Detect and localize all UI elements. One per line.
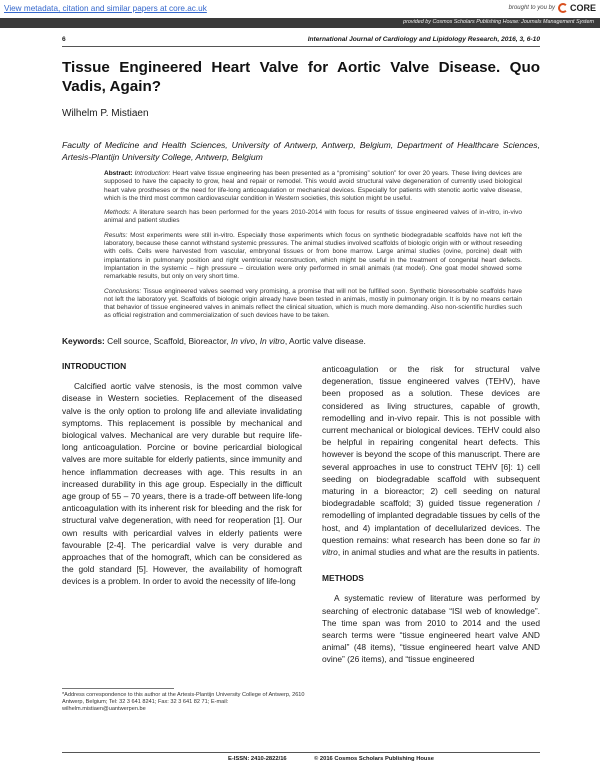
keywords-label: Keywords: [62,336,105,346]
core-logo [558,3,596,13]
provided-by-text: provided by Cosmos Scholars Publishing House: Journals Management System [403,19,594,25]
introduction-continued-text: anticoagulation or the risk for structural valve degeneration, tissue engineered valves (TEHV), have been proposed as a solution. These devices are considered as living structures, capable of growth, remodelling and in-vivo repair. This is not possible with current mechanical or biological devices. TEHV could also be helpful in repairing congenital heart defects. This however is beyond the scope of this manuscript. There are several approaches in use to construct TEHV [6]: 1) cell seeding on biodegradable scaffold with subsequent maturing in a bioreactor; 2) cell seeding on natural biodegradable scaffold; 3) guided tissue regeneration / remodelling of implanted degradable tissues by cells of the host, and 4) implantation of decellularized devices. The question remains: what research has been done so far [322,364,540,545]
abstract-introduction [104,170,522,203]
introduction-continued-end: , in animal studies and what are the results in patients. [337,547,540,558]
copyright-label: © 2016 Cosmos Scholars Publishing House [314,756,434,762]
abstract-methods-text: A literature search has been performed for the years 2010-2014 with focus for results of tissue engineered valves of in-vitro, in-vivo animal and patient studies [104,209,523,225]
abstract-results [104,232,522,282]
keywords-sep: , [255,336,260,346]
body-column-left [62,360,302,588]
footer-divider [62,752,540,753]
author-name: Wilhelm P. Mistiaen [62,108,149,119]
core-metadata-link[interactable]: View metadata, citation and similar papers at core.ac.uk [4,4,207,13]
running-header [62,36,540,47]
keywords-text-a: Cell source, Scaffold, Bioreactor, [107,336,231,346]
correspondence-footnote: *Address correspondence to this author at the Artesis-Plantijn University College of Antwerp, 2610 Antwerp, Belgium; Tel: 32 3 641 8241; Fax: 32 3 641 82 71; E-mail: wilhelm.mistiaen@uantwerpen.be [62,692,305,713]
abstract-intro-label: Introduction: [134,170,171,177]
introduction-continued [322,363,540,558]
abstract-conclusions [104,288,522,321]
abstract-label: Abstract: [104,170,133,177]
keyword-in-vitro: In vitro [259,336,285,346]
core-logo-icon [558,3,568,13]
journal-citation: International Journal of Cardiology and Lipidology Research, 2016, 3, 6-10 [307,36,540,43]
keyword-in-vivo: In vivo [230,336,256,346]
abstract-results-text: Most experiments were still in-vitro. Especially those experiments which focus on synthetic biodegradable scaffolds have not left the laboratory, because these cannot withstand systemic pressures. The animal studies involved scaffolds of biologic origin with or without reseeding with cells. Cells were harvested from vascular, embryonal tissues or from bone marrow. Large animal studies (ovine, porcine) dealt with implantations in pulmonary position and right ventricular reconstruction, which might be useful in the treatment of congenital heart defects. Implantation in the systemic – high pressure – circulation were only performed in small animals (rat model). One goat model showed some remarkable results, but only on very short time. [104,231,523,281]
keywords-line [62,336,540,346]
abstract-methods [104,209,522,226]
introduction-in-vitro: in vitro [322,534,540,558]
core-logo-text: CORE [569,3,596,13]
abstract-block [104,170,522,327]
abstract-conclusions-text: Tissue engineered valves seemed very promising, a promise that will not be fulfilled soon. Synthetic bioresorbable scaffolds have not left the laboratory yet. Scaffolds of biologic origin already have been tested in animals, mostly in pulmonary origin. It is by no means certain that behavior of tissue engineered valves in animals reflect the clinical situation, which is much more demanding. Also non-scientific hurdles such as official registration and commercialization of such devices have to be taken. [104,287,522,320]
methods-heading: METHODS [322,573,364,584]
introduction-heading: INTRODUCTION [62,361,127,371]
core-badge[interactable] [509,3,596,13]
brought-to-you-text: brought to you by [508,5,555,11]
body-column-right [322,363,540,666]
footnote-divider [62,688,174,689]
keywords-text-b: , Aortic valve disease. [284,336,366,346]
abstract-intro-text: Heart valve tissue engineering has been presented as a “promising” solution” for over 20 years. These living devices are supposed to have the capacity to grow, heal and repair or remodel. This would avoid structural valve degeneration of currently used biological heart valve prostheses or the need for life-long anticoagulation or mechanical devices. Especially for patients with stenotic aortic valve disease, which is the third most common cardiovascular condition in Western societies, this solution might be useful. [104,170,522,202]
issn-label: E-ISSN: 2410-2822/16 [228,756,287,762]
abstract-methods-label: Methods: [104,209,131,217]
page-number: 6 [62,36,66,43]
provided-by-bar [0,18,600,28]
abstract-results-label: Results: [104,231,128,239]
introduction-paragraph: Calcified aortic valve stenosis, is the most common valve disease in Western societies. Replacement of the diseased valve is the only option to prolong life and alleviate invalidating symptoms. This replacement is possible by mechanical and biological valves. Mechanical are very durable but require life-long anticoagulation. Porcine or bovine pericardial biological valves are more suitable for elderly patients, since immunity and hence inflammation decreases with age. This results in an increased durability in this age group. Especially in the difficult age group of 55 – 70 years, there is a trade-off between life-long anticoagulation with its inherent risk for bleeding and the risk for structural valve degeneration, with need for reoperation [1]. Our own results with pericardial valves in elderly patients were favourable [2-4]. The pericardial valve is very durable and approaches that of the homograft, which can be considered as the gold standard [5]. However, the availability of homograft devices is a problem. In order to avoid the necessity of life-long [62,381,302,587]
methods-paragraph: A systematic review of literature was performed by searching of electronic database “ISI web of knowledge”. The time span was from 2010 to 2014 and the used search terms were “tissue engineered heart valve AND animal” (48 items), “tissue engineered heart valve AND ovine” (26 items), and “tissue engineered [322,593,540,665]
author-affiliation: Faculty of Medicine and Health Sciences, University of Antwerp, Antwerp, Belgium, Department of Healthcare Sciences, Artesis-Plantijn University College, Antwerp, Belgium [62,140,540,162]
abstract-conclusions-label: Conclusions: [104,287,142,295]
article-title: Tissue Engineered Heart Valve for Aortic Valve Disease. Quo Vadis, Again? [62,59,540,95]
